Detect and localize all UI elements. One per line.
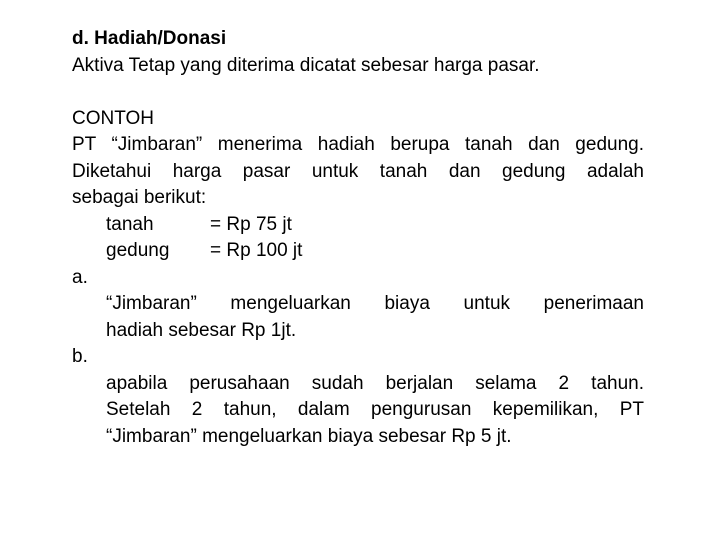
question-b: [72, 344, 644, 450]
example-line-1: PT “Jimbaran” menerima hadiah berupa tanah dan gedung.: [72, 134, 644, 155]
section-description: Aktiva Tetap yang diterima dicatat sebesar harga pasar.: [72, 54, 540, 76]
question-line: Setelah 2 tahun, dalam pengurusan kepemilikan, PT: [106, 399, 644, 420]
question-label: a.: [72, 266, 88, 288]
example-line-2: Diketahui harga pasar untuk tanah dan gedung adalah: [72, 160, 644, 182]
slide-content: [72, 26, 644, 450]
price-item-value: = Rp 100 jt: [210, 240, 303, 261]
price-row-tanah: [72, 212, 644, 239]
example-title: CONTOH: [72, 107, 154, 129]
price-item-value: = Rp 75 jt: [210, 213, 292, 235]
question-line: “Jimbaran” mengeluarkan biaya sebesar Rp 5 jt.: [106, 425, 512, 447]
question-label: b.: [72, 346, 88, 367]
price-item-label: gedung: [106, 240, 170, 261]
question-line: hadiah sebesar Rp 1jt.: [106, 319, 297, 341]
section-heading: d. Hadiah/Donasi: [72, 28, 227, 49]
question-line: apabila perusahaan sudah berjalan selama 2 tahun.: [106, 372, 644, 394]
spacer: [72, 79, 644, 106]
question-line: “Jimbaran” mengeluarkan biaya untuk penerimaan: [106, 293, 644, 314]
question-text: [72, 291, 644, 344]
price-item-label: tanah: [106, 213, 154, 235]
question-text: [72, 371, 644, 451]
example-line-3: sebagai berikut:: [72, 187, 207, 208]
question-a: [72, 265, 644, 345]
price-row-gedung: [72, 238, 644, 265]
